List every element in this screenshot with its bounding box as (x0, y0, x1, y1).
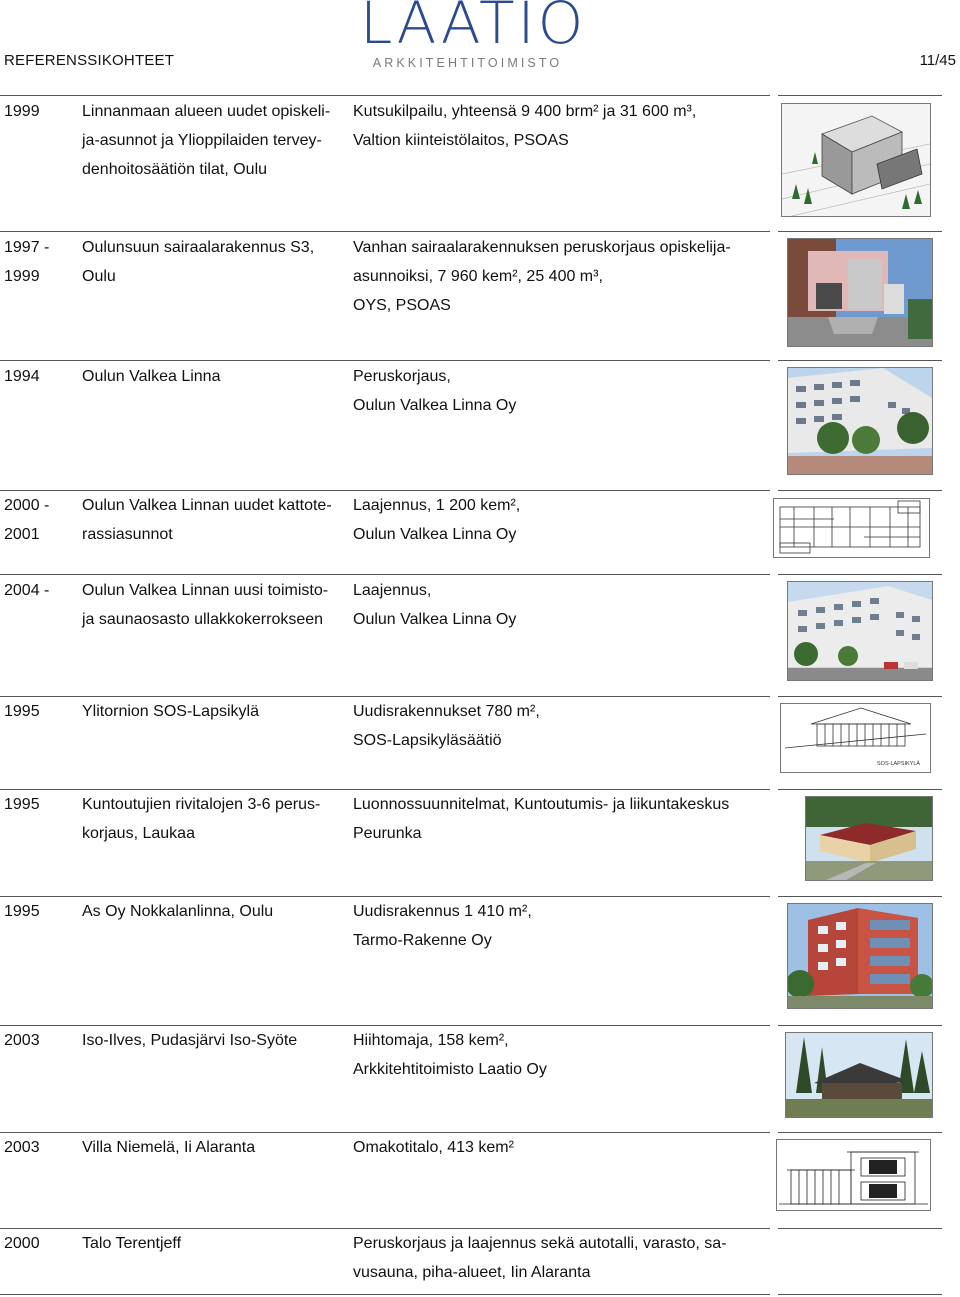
year-line: 1995 (4, 796, 40, 813)
description-line: asunnoiksi, 7 960 kem², 25 400 m³, (353, 268, 603, 285)
description-line: Hiihtomaja, 158 kem², (353, 1032, 509, 1049)
row-divider (0, 574, 770, 575)
description-cell (353, 697, 763, 755)
row-divider (778, 1294, 942, 1295)
description-cell (353, 491, 763, 549)
description-line: Arkkitehtitoimisto Laatio Oy (353, 1061, 547, 1078)
row-divider (0, 231, 770, 232)
description-cell (353, 790, 763, 848)
description-cell (353, 233, 763, 320)
year-cell (4, 1026, 74, 1055)
year-cell (4, 491, 74, 549)
architectural-rendering-image (781, 103, 931, 217)
project-name-line: ja-asunnot ja Ylioppilaiden tervey- (82, 132, 322, 149)
project-name-line: Oulun Valkea Linnan uusi toimisto- (82, 582, 329, 599)
project-name-cell (82, 1133, 347, 1162)
year-cell (4, 97, 74, 126)
house-elevation-drawing (776, 1139, 931, 1211)
red-apartment-photo (787, 903, 933, 1009)
year-line: 1997 - (4, 239, 50, 256)
project-name-cell (82, 697, 347, 726)
description-line: Peurunka (353, 825, 422, 842)
logo-subtitle: ARKKITEHTITOIMISTO (372, 56, 563, 70)
year-line: 2003 (4, 1032, 40, 1049)
year-line: 1999 (4, 268, 40, 285)
project-name-cell (82, 897, 347, 926)
row-divider (778, 490, 942, 491)
year-cell (4, 790, 74, 819)
project-name-line: Oulu (82, 268, 116, 285)
description-line: vusauna, piha-alueet, Iin Alaranta (353, 1264, 591, 1281)
year-cell (4, 576, 74, 605)
row-divider (778, 574, 942, 575)
year-line: 1995 (4, 703, 40, 720)
row-divider (0, 95, 770, 96)
logo-wordmark: LAATIO (360, 0, 587, 57)
section-title: REFERENSSIKOHTEET (4, 52, 175, 69)
description-line: Uudisrakennukset 780 m², (353, 703, 540, 720)
row-divider (778, 360, 942, 361)
row-divider (778, 231, 942, 232)
year-cell (4, 897, 74, 926)
project-name-cell (82, 97, 347, 184)
description-line: Tarmo-Rakenne Oy (353, 932, 492, 949)
year-cell (4, 697, 74, 726)
description-line: Peruskorjaus, (353, 368, 451, 385)
description-line: Laajennus, 1 200 kem², (353, 497, 521, 514)
project-name-line: denhoitosäätiön tilat, Oulu (82, 161, 268, 178)
project-name-line: ja saunaosasto ullakkokerrokseen (82, 611, 324, 628)
page-number: 11/45 (919, 52, 956, 69)
row-divider (0, 1294, 770, 1295)
project-name-line: Oulun Valkea Linnan uudet kattote- (82, 497, 332, 514)
row-divider (778, 789, 942, 790)
apartment-block-photo-2 (787, 581, 933, 681)
row-houses-photo (805, 796, 933, 881)
project-name-line: rassiasunnot (82, 526, 173, 543)
year-cell (4, 233, 74, 291)
year-line: 2003 (4, 1139, 40, 1156)
year-line: 1995 (4, 903, 40, 920)
description-line: SOS-Lapsikyläsäätiö (353, 732, 502, 749)
project-name-cell (82, 233, 347, 291)
project-name-line: Linnanmaan alueen uudet opiskeli- (82, 103, 331, 120)
row-divider (778, 1025, 942, 1026)
year-line: 2001 (4, 526, 40, 543)
description-cell (353, 576, 763, 634)
description-line: Oulun Valkea Linna Oy (353, 397, 517, 414)
description-cell (353, 362, 763, 420)
description-line: Kutsukilpailu, yhteensä 9 400 brm² ja 31 600 m³, (353, 103, 697, 120)
project-name-line: Villa Niemelä, Ii Alaranta (82, 1139, 256, 1156)
row-divider (778, 95, 942, 96)
description-cell (353, 897, 763, 955)
project-name-line: As Oy Nokkalanlinna, Oulu (82, 903, 274, 920)
project-name-line: Ylitornion SOS-Lapsikylä (82, 703, 259, 720)
ski-lodge-photo (785, 1032, 933, 1118)
laatio-logo (360, 0, 587, 72)
description-line: Valtion kiinteistölaitos, PSOAS (353, 132, 569, 149)
description-line: Luonnossuunnitelmat, Kuntoutumis- ja liikuntakeskus (353, 796, 730, 813)
description-line: Peruskorjaus ja laajennus sekä autotalli, varasto, sa- (353, 1235, 727, 1252)
description-line: Oulun Valkea Linna Oy (353, 611, 517, 628)
description-line: OYS, PSOAS (353, 297, 451, 314)
project-name-cell (82, 576, 347, 634)
year-cell (4, 1133, 74, 1162)
description-cell (353, 1026, 763, 1084)
row-divider (778, 1132, 942, 1133)
drawing-caption: SOS-LAPSIKYLÄ (877, 761, 921, 767)
elevation-drawing (780, 703, 931, 773)
project-name-line: Iso-Ilves, Pudasjärvi Iso-Syöte (82, 1032, 298, 1049)
floor-plan-drawing (773, 498, 930, 558)
year-cell (4, 1229, 74, 1258)
description-line: Uudisrakennus 1 410 m², (353, 903, 532, 920)
project-name-line: Oulunsuun sairaalarakennus S3, (82, 239, 315, 256)
row-divider (0, 360, 770, 361)
year-line: 1999 (4, 103, 40, 120)
description-line: Oulun Valkea Linna Oy (353, 526, 517, 543)
row-divider (778, 896, 942, 897)
row-divider (778, 696, 942, 697)
project-name-cell (82, 790, 347, 848)
apartment-block-photo (787, 367, 933, 475)
year-line: 2004 - (4, 582, 50, 599)
project-name-cell (82, 1229, 347, 1258)
description-cell (353, 97, 763, 155)
description-cell (353, 1229, 763, 1287)
project-name-line: Talo Terentjeff (82, 1235, 182, 1252)
project-name-cell (82, 1026, 347, 1055)
description-line: Laajennus, (353, 582, 432, 599)
page-header (0, 0, 960, 80)
description-line: Omakotitalo, 413 kem² (353, 1139, 514, 1156)
project-name-line: Oulun Valkea Linna (82, 368, 221, 385)
year-cell (4, 362, 74, 391)
project-name-cell (82, 362, 347, 391)
project-name-line: Kuntoutujien rivitalojen 3-6 perus- (82, 796, 321, 813)
year-line: 2000 (4, 1235, 40, 1252)
project-name-line: korjaus, Laukaa (82, 825, 195, 842)
description-line: Vanhan sairaalarakennuksen peruskorjaus opiskelija- (353, 239, 731, 256)
hospital-building-photo (787, 238, 933, 347)
year-line: 1994 (4, 368, 40, 385)
row-divider (778, 1228, 942, 1229)
year-line: 2000 - (4, 497, 50, 514)
project-name-cell (82, 491, 347, 549)
description-cell (353, 1133, 763, 1162)
